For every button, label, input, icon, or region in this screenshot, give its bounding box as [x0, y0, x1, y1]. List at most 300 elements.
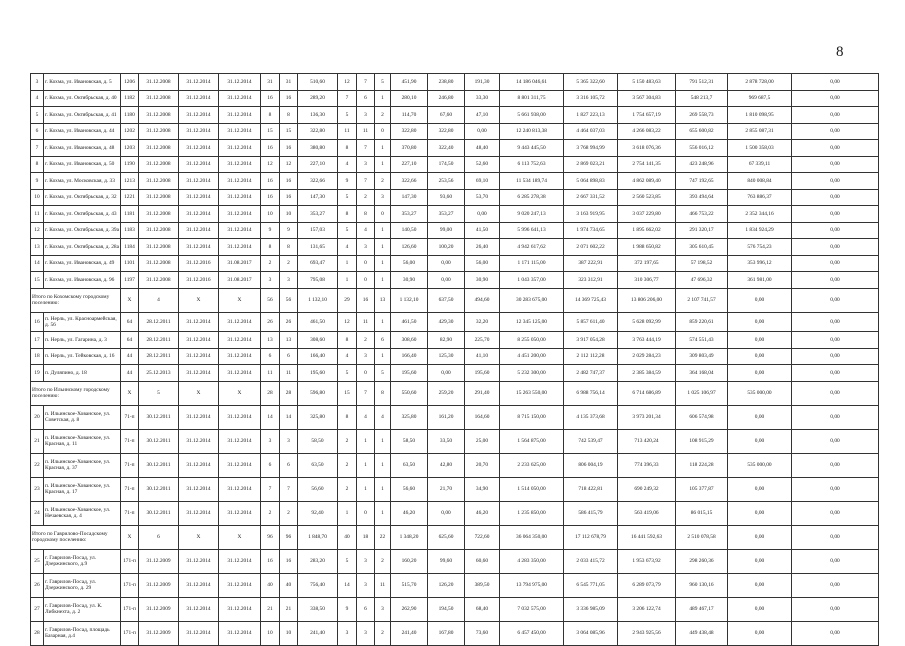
table-cell: 3 [375, 189, 391, 206]
table-cell: 16 [357, 288, 375, 312]
table-cell: г. Кохма, ул. Ивановская, д. 96 [44, 272, 121, 289]
table-cell: г. Гаврилов-Посад, площадь Базарная, д.4 [44, 621, 121, 645]
table-row [31, 255, 879, 272]
table-cell: 71-п [121, 453, 139, 477]
table-cell: 31.12.2014 [179, 312, 219, 332]
table-cell: 3 [357, 107, 375, 124]
table-row [31, 477, 879, 501]
table-cell: 625,60 [428, 525, 465, 549]
table-cell: 31.12.2008 [139, 156, 179, 173]
table-cell: 1 974 734,65 [564, 222, 618, 239]
table-row [31, 140, 879, 157]
table-cell: 67,60 [428, 107, 465, 124]
table-cell: 114,70 [391, 107, 428, 124]
table-cell: 0,00 [428, 255, 465, 272]
table-row [31, 239, 879, 256]
housing-program-table [30, 73, 879, 646]
table-cell: 9 [338, 597, 357, 621]
table-cell: 387 222,91 [564, 255, 618, 272]
table-row [31, 453, 879, 477]
table-cell: 164,60 [465, 405, 500, 429]
table-cell: 31.12.2014 [179, 123, 219, 140]
table-cell: 31.12.2014 [219, 312, 261, 332]
table-cell: 1101 [121, 255, 139, 272]
table-cell: 6 714 686,89 [618, 381, 676, 405]
table-cell: 28.12.2011 [139, 312, 179, 332]
table-cell: 31.12.2016 [179, 272, 219, 289]
table-cell: 108 915,29 [676, 429, 728, 453]
table-cell: 31.12.2014 [179, 549, 219, 573]
table-cell: 0,00 [465, 206, 500, 223]
table-cell: 0,00 [728, 525, 792, 549]
table-cell: 64 [121, 332, 139, 349]
table-cell: 322,80 [298, 123, 338, 140]
table-cell: 606 574,98 [676, 405, 728, 429]
table-cell: 18 [31, 348, 44, 365]
table-cell: п. Нерль, ул. Гагарина, д. 3 [44, 332, 121, 349]
table-cell: 56 [280, 288, 298, 312]
table-cell: 31.12.2008 [139, 107, 179, 124]
table-cell: 96 [280, 525, 298, 549]
table-cell: 13 806 206,00 [618, 288, 676, 312]
table-cell: 322,80 [391, 123, 428, 140]
table-cell: 2 [280, 501, 298, 525]
table-cell: г. Кохма, ул. Октябрьская, д. 28а [44, 239, 121, 256]
table-cell: 389,50 [465, 573, 500, 597]
table-cell: 747 192,65 [676, 173, 728, 190]
table-cell: г. Кохма, ул. Ивановская, д. 50 [44, 156, 121, 173]
table-cell: 71-п [121, 501, 139, 525]
table-cell: 309 803,49 [676, 348, 728, 365]
table-cell: 0,00 [728, 501, 792, 525]
table-cell: 14 [280, 405, 298, 429]
table-row [31, 272, 879, 289]
table-cell: 2 [375, 621, 391, 645]
table-cell: г. Кохма, ул. Октябрьская, д. 41 [44, 107, 121, 124]
table-cell: 0,00 [792, 573, 879, 597]
table-cell: 4 942 617,62 [500, 239, 564, 256]
table-cell: 2 385 384,59 [618, 365, 676, 382]
table-cell: 5 150 483,63 [618, 74, 676, 91]
table-cell: 3 [357, 348, 375, 365]
table-cell: п. Ильинское-Хованское, ул. Красная, д. 11 [44, 429, 121, 453]
table-cell: 140,50 [391, 222, 428, 239]
table-cell: 73,60 [465, 621, 500, 645]
table-cell: 3 [31, 74, 44, 91]
table-cell: 1180 [121, 107, 139, 124]
table-cell: 722,60 [465, 525, 500, 549]
table-cell: 1 [375, 222, 391, 239]
table-cell: 596,80 [298, 381, 338, 405]
table-cell: 31.12.2014 [219, 239, 261, 256]
table-cell: 4 862 089,40 [618, 173, 676, 190]
table-cell: 550,60 [391, 381, 428, 405]
table-cell: 31.12.2008 [139, 222, 179, 239]
table-cell: 9 [280, 222, 298, 239]
table-cell: 5 [338, 107, 357, 124]
table-cell: 280,10 [391, 90, 428, 107]
table-cell: 47,10 [465, 107, 500, 124]
table-cell: 2 510 078,58 [676, 525, 728, 549]
table-cell: 3 [357, 621, 375, 645]
table-cell: 1 [375, 90, 391, 107]
table-cell: 7 [357, 140, 375, 157]
table-cell: 31.12.2014 [179, 573, 219, 597]
table-cell: 48,40 [465, 140, 500, 157]
table-cell: 1 [375, 501, 391, 525]
table-cell: 2 869 023,21 [564, 156, 618, 173]
table-cell: 1 827 223,13 [564, 107, 618, 124]
table-cell: 6 [280, 348, 298, 365]
table-cell: 1 [338, 501, 357, 525]
table-cell: 26 [261, 312, 280, 332]
table-cell: 429,30 [428, 312, 465, 332]
table-cell: 3 316 105,72 [564, 90, 618, 107]
table-row [31, 429, 879, 453]
table-cell: 68,40 [465, 597, 500, 621]
table-cell: 7 [357, 74, 375, 91]
table-cell: 372 197,65 [618, 255, 676, 272]
table-cell: 4 283 350,00 [500, 549, 564, 573]
table-cell: 126,60 [391, 239, 428, 256]
table-cell: 33,50 [428, 429, 465, 453]
table-cell: 0,00 [428, 501, 465, 525]
table-cell: 4 135 373,68 [564, 405, 618, 429]
table-cell: 0,00 [792, 348, 879, 365]
table-row [31, 222, 879, 239]
table-cell: 308,60 [391, 332, 428, 349]
table-cell: 30.12.2011 [139, 501, 179, 525]
table-cell: 1 564 875,00 [500, 429, 564, 453]
table-cell: 31.12.2014 [179, 477, 219, 501]
table-cell: г. Кохма, ул. Октябрьская, д. 39а [44, 222, 121, 239]
table-cell: 14 [261, 405, 280, 429]
table-row [31, 501, 879, 525]
table-cell: 31.12.2014 [179, 597, 219, 621]
table-row [31, 365, 879, 382]
subtotal-row [31, 525, 879, 549]
table-cell: 8 [357, 206, 375, 223]
table-cell: 29 [338, 288, 357, 312]
table-cell: 31.08.2017 [219, 255, 261, 272]
table-cell: 30.12.2011 [139, 405, 179, 429]
table-cell: X [121, 288, 139, 312]
table-cell: 31.12.2009 [139, 549, 179, 573]
table-cell: 423 248,96 [676, 156, 728, 173]
table-cell: 56,00 [391, 255, 428, 272]
table-cell: 16 [261, 189, 280, 206]
table-cell: 1 514 050,00 [500, 477, 564, 501]
table-cell: 1184 [121, 239, 139, 256]
table-cell: 756,40 [298, 573, 338, 597]
table-cell: 31.12.2014 [179, 429, 219, 453]
table-cell: г. Кохма, ул. Ивановская, д. 5 [44, 74, 121, 91]
table-cell: 8 [338, 405, 357, 429]
table-cell: 2 667 331,52 [564, 189, 618, 206]
table-cell: 58,50 [298, 429, 338, 453]
table-cell: 25.12.2013 [139, 365, 179, 382]
table-cell: 31.12.2014 [219, 123, 261, 140]
table-cell: 1181 [121, 206, 139, 223]
table-cell: 31.12.2009 [139, 597, 179, 621]
table-cell: 41,50 [465, 222, 500, 239]
table-cell: 5 [338, 222, 357, 239]
table-cell: 40 [338, 525, 357, 549]
table-cell: 774 396,33 [618, 453, 676, 477]
table-cell: 31.12.2014 [179, 365, 219, 382]
table-cell: 10 [261, 621, 280, 645]
table-cell: 8 715 150,00 [500, 405, 564, 429]
table-cell: 31.12.2014 [219, 405, 261, 429]
table-cell: 46,20 [391, 501, 428, 525]
table-cell: 40 [261, 573, 280, 597]
table-cell: 31.12.2014 [179, 222, 219, 239]
table-cell: 576 754,23 [728, 239, 792, 256]
table-cell: 12 [261, 156, 280, 173]
table-cell: 12 [338, 74, 357, 91]
table-cell: 2 112 112,28 [564, 348, 618, 365]
table-cell: 5 996 641,13 [500, 222, 564, 239]
table-cell: 3 [280, 272, 298, 289]
table-cell: X [179, 288, 219, 312]
table-cell: 6 289 073,79 [618, 573, 676, 597]
table-cell: 338,50 [298, 597, 338, 621]
table-cell: г. Кохма, ул. Московская, д. 33 [44, 173, 121, 190]
table-cell: 8 [280, 239, 298, 256]
table-cell: 20,70 [465, 453, 500, 477]
table-cell: 8 255 050,00 [500, 332, 564, 349]
table-cell: 9 020 247,13 [500, 206, 564, 223]
table-cell: 535 000,00 [728, 453, 792, 477]
table-cell: 57 198,52 [676, 255, 728, 272]
table-cell: 7 [357, 381, 375, 405]
table-cell: 451,90 [391, 74, 428, 91]
table-cell: г. Гаврилов-Посад, ул. К. Либкнехта, д. 2 [44, 597, 121, 621]
table-cell: 9 [338, 173, 357, 190]
table-cell: 31.12.2014 [179, 156, 219, 173]
table-cell: 195,60 [391, 365, 428, 382]
table-cell: 742 539,47 [564, 429, 618, 453]
table-cell: 71-п [121, 405, 139, 429]
table-cell: 1 [375, 156, 391, 173]
table-cell: 131,65 [298, 239, 338, 256]
table-cell: 1 132,10 [391, 288, 428, 312]
table-cell: 1 171 115,00 [500, 255, 564, 272]
table-cell: 2 482 747,37 [564, 365, 618, 382]
table-cell: 31.12.2014 [219, 222, 261, 239]
table-cell: 308,60 [298, 332, 338, 349]
table-cell: 0,00 [792, 173, 879, 190]
table-cell: 2 [375, 107, 391, 124]
table-cell: 353,27 [391, 206, 428, 223]
table-cell: 10 [261, 206, 280, 223]
table-cell: 840 008,84 [728, 173, 792, 190]
table-cell: 16 [280, 189, 298, 206]
table-cell: 8 801 311,75 [500, 90, 564, 107]
table-cell: 0,00 [728, 621, 792, 645]
table-cell: 393 494,64 [676, 189, 728, 206]
table-cell: 8 [280, 107, 298, 124]
table-cell: 4 [357, 222, 375, 239]
table-cell: 30 283 675,00 [500, 288, 564, 312]
table-cell: 1 [338, 272, 357, 289]
table-cell: 5 [375, 74, 391, 91]
table-cell: 322,66 [298, 173, 338, 190]
table-cell: 8 [338, 206, 357, 223]
table-cell: 0 [375, 123, 391, 140]
table-cell: 0,00 [792, 312, 879, 332]
table-cell: 5 064 898,83 [564, 173, 618, 190]
table-cell: 166,40 [391, 348, 428, 365]
table-cell: 13 [280, 332, 298, 349]
table-cell: 31.12.2008 [139, 206, 179, 223]
table-cell: 1 500 358,03 [728, 140, 792, 157]
table-cell: 36 064 350,00 [500, 525, 564, 549]
table-cell: 3 336 985,09 [564, 597, 618, 621]
table-cell: 3 [357, 239, 375, 256]
table-cell: 14 186 046,61 [500, 74, 564, 91]
table-cell: 31.12.2014 [179, 453, 219, 477]
table-cell: 0,00 [728, 405, 792, 429]
table-cell: 305 610,45 [676, 239, 728, 256]
table-cell: 2 071 602,22 [564, 239, 618, 256]
table-cell: 13 [261, 332, 280, 349]
table-cell: 563 419,06 [618, 501, 676, 525]
table-cell: 7 [31, 140, 44, 157]
table-cell: 713 420,24 [618, 429, 676, 453]
table-cell: 166,40 [298, 348, 338, 365]
table-cell: X [219, 381, 261, 405]
table-cell: 31.12.2014 [219, 189, 261, 206]
table-cell: 3 [357, 549, 375, 573]
table-cell: 0,00 [428, 272, 465, 289]
table-cell: 461,50 [391, 312, 428, 332]
table-cell: 44 [121, 348, 139, 365]
subtotal-row [31, 288, 879, 312]
table-cell: 31.12.2016 [179, 255, 219, 272]
table-cell: 0,00 [792, 453, 879, 477]
table-cell: 31.12.2014 [219, 501, 261, 525]
table-cell: 795,08 [298, 272, 338, 289]
table-cell: 4 [31, 90, 44, 107]
table-cell: 12 [338, 312, 357, 332]
table-cell: 0,00 [728, 365, 792, 382]
table-cell: 31.12.2014 [179, 173, 219, 190]
table-cell: 93,60 [428, 189, 465, 206]
table-cell: 31.12.2008 [139, 123, 179, 140]
table-cell: 449 438,48 [676, 621, 728, 645]
table-cell: 2 [338, 477, 357, 501]
table-cell: 1197 [121, 272, 139, 289]
table-cell: 461,50 [298, 312, 338, 332]
table-cell: 56 [261, 288, 280, 312]
table-cell: 15 263 550,00 [500, 381, 564, 405]
table-cell: 1 [375, 255, 391, 272]
table-cell: 2 [261, 255, 280, 272]
table-cell: 17 [31, 332, 44, 349]
table-cell: 1 [375, 348, 391, 365]
subtotal-label: Итого по Гаврилово-Посадскому городскому поселению: [31, 525, 121, 549]
table-cell: 7 032 575,00 [500, 597, 564, 621]
table-cell: 47 696,32 [676, 272, 728, 289]
table-cell: 13 [31, 239, 44, 256]
table-cell: 3 763 444,19 [618, 332, 676, 349]
table-cell: 2 943 925,56 [618, 621, 676, 645]
table-cell: 3 917 054,28 [564, 332, 618, 349]
table-cell: 21 [31, 429, 44, 453]
table-cell: 2 [357, 332, 375, 349]
table-cell: 31.12.2014 [219, 332, 261, 349]
table-cell: г. Кохма, ул. Октябрьская, д. 43 [44, 206, 121, 223]
table-cell: 17 112 678,79 [564, 525, 618, 549]
table-row [31, 156, 879, 173]
table-cell: 2 [375, 173, 391, 190]
table-cell: 31.12.2014 [219, 74, 261, 91]
table-cell: 361 981,00 [728, 272, 792, 289]
table-cell: 195,60 [465, 365, 500, 382]
table-cell: 28 [31, 621, 44, 645]
table-cell: 10 [280, 621, 298, 645]
table-cell: 1 988 650,82 [618, 239, 676, 256]
table-cell: 6 [357, 90, 375, 107]
table-cell: 289,20 [298, 90, 338, 107]
table-cell: 31.12.2014 [179, 621, 219, 645]
table-cell: 0,00 [792, 621, 879, 645]
table-cell: 3 [280, 429, 298, 453]
table-cell: 4 [139, 288, 179, 312]
table-cell: 6 988 756,14 [564, 381, 618, 405]
table-cell: 11 [375, 573, 391, 597]
table-cell: X [121, 525, 139, 549]
table-cell: 33,30 [465, 90, 500, 107]
table-cell: 40 [280, 573, 298, 597]
table-cell: 171-п [121, 573, 139, 597]
table-cell: 15 [31, 272, 44, 289]
table-cell: 6 457 450,00 [500, 621, 564, 645]
table-cell: 8 [31, 156, 44, 173]
table-cell: 0,00 [728, 332, 792, 349]
table-cell: 12 345 125,00 [500, 312, 564, 332]
table-cell: 1 043 357,00 [500, 272, 564, 289]
table-cell: 86 015,15 [676, 501, 728, 525]
table-cell: 2 [338, 429, 357, 453]
table-cell: 364 168,04 [676, 365, 728, 382]
table-cell: 262,90 [391, 597, 428, 621]
table-cell: 548 213,7 [676, 90, 728, 107]
table-cell: 3 206 122,74 [618, 597, 676, 621]
table-cell: 60,60 [465, 549, 500, 573]
table-cell: 31.12.2014 [219, 107, 261, 124]
table-cell: 0,00 [792, 255, 879, 272]
table-cell: 2 855 087,31 [728, 123, 792, 140]
table-cell: 31.12.2014 [179, 90, 219, 107]
table-cell: 5 857 611,40 [564, 312, 618, 332]
table-cell: 105 377,87 [676, 477, 728, 501]
table-cell: 15 [280, 123, 298, 140]
table-cell: 7 [280, 477, 298, 501]
table-cell: 11 [357, 312, 375, 332]
table-cell: 253,56 [428, 173, 465, 190]
table-cell: 7 [357, 173, 375, 190]
table-cell: 291 320,17 [676, 222, 728, 239]
table-cell: 0,00 [792, 332, 879, 349]
table-cell: 246,80 [428, 90, 465, 107]
table-cell: 16 [261, 90, 280, 107]
table-cell: 13 [375, 288, 391, 312]
table-row [31, 573, 879, 597]
table-cell: п. Ильинское-Хованское, ул. Красная, д. 37 [44, 453, 121, 477]
table-cell: 2 029 284,23 [618, 348, 676, 365]
